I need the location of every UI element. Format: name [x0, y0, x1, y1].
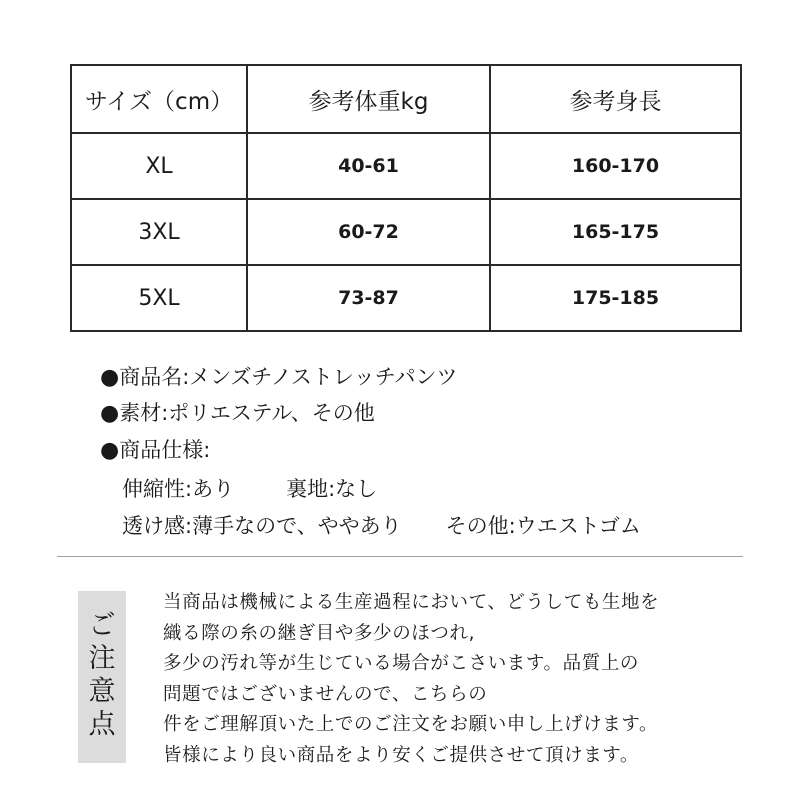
size-cell: 5XL: [71, 265, 247, 331]
material-line: [100, 403, 375, 425]
height-cell: 175-185: [490, 265, 741, 331]
table-row: [71, 265, 741, 331]
notice-label-char: 意: [88, 676, 116, 707]
size-cell: 3XL: [71, 199, 247, 265]
weight-column-header: 参考体重kg: [247, 65, 490, 133]
size-cell: XL: [71, 133, 247, 199]
stretch-text: 伸縮性:あり: [122, 477, 235, 501]
other-text: その他:ウエストゴム: [445, 514, 641, 538]
transparency-other-line: [122, 516, 641, 537]
product-name-text: 商品名:メンズチノストレッチパンツ: [119, 365, 458, 389]
table-row: [71, 199, 741, 265]
spec-heading-text: 商品仕様:: [119, 438, 211, 462]
notice-label-char: 注: [88, 643, 116, 674]
height-cell: 165-175: [490, 199, 741, 265]
size-table: [70, 64, 742, 332]
weight-cell: 40-61: [247, 133, 490, 199]
bullet-icon: ●: [100, 401, 120, 426]
table-row: [71, 133, 741, 199]
product-name-line: [100, 367, 457, 389]
notice-line: 皆様により良い商品をより安くご提供させて頂けます。: [163, 744, 640, 766]
notice-line: 問題ではございませんので、こちらの: [163, 683, 488, 705]
notice-text: [163, 588, 659, 772]
stretch-lining-line: [122, 479, 377, 500]
height-cell: 160-170: [490, 133, 741, 199]
spec-heading-line: [100, 440, 210, 462]
height-column-header: 参考身長: [490, 65, 741, 133]
size-column-header: サイズ（cm）: [71, 65, 247, 133]
notice-line: 多少の汚れ等が生じている場合がこさいます。品質上の: [163, 653, 640, 675]
notice-label-char: ご: [88, 610, 116, 641]
weight-cell: 60-72: [247, 199, 490, 265]
transparency-text: 透け感:薄手なので、ややあり: [122, 514, 402, 538]
size-table-header-row: [71, 65, 741, 133]
bullet-icon: ●: [100, 438, 120, 463]
notice-label: [78, 609, 126, 741]
section-divider: [57, 556, 743, 557]
bullet-icon: ●: [100, 365, 120, 390]
weight-cell: 73-87: [247, 265, 490, 331]
notice-label-char: 点: [88, 709, 116, 740]
material-text: 素材:ポリエステル、その他: [119, 401, 375, 425]
notice-line: 当商品は機械による生産過程において、どうしても生地を: [163, 592, 660, 613]
notice-line: 件をご理解頂いた上でのご注文をお願い申し上げけます。: [163, 714, 659, 736]
notice-line: 織る際の糸の継ぎ目や多少のほつれ,: [163, 622, 476, 644]
notice-label-box: [78, 591, 126, 763]
lining-text: 裏地:なし: [286, 477, 378, 501]
